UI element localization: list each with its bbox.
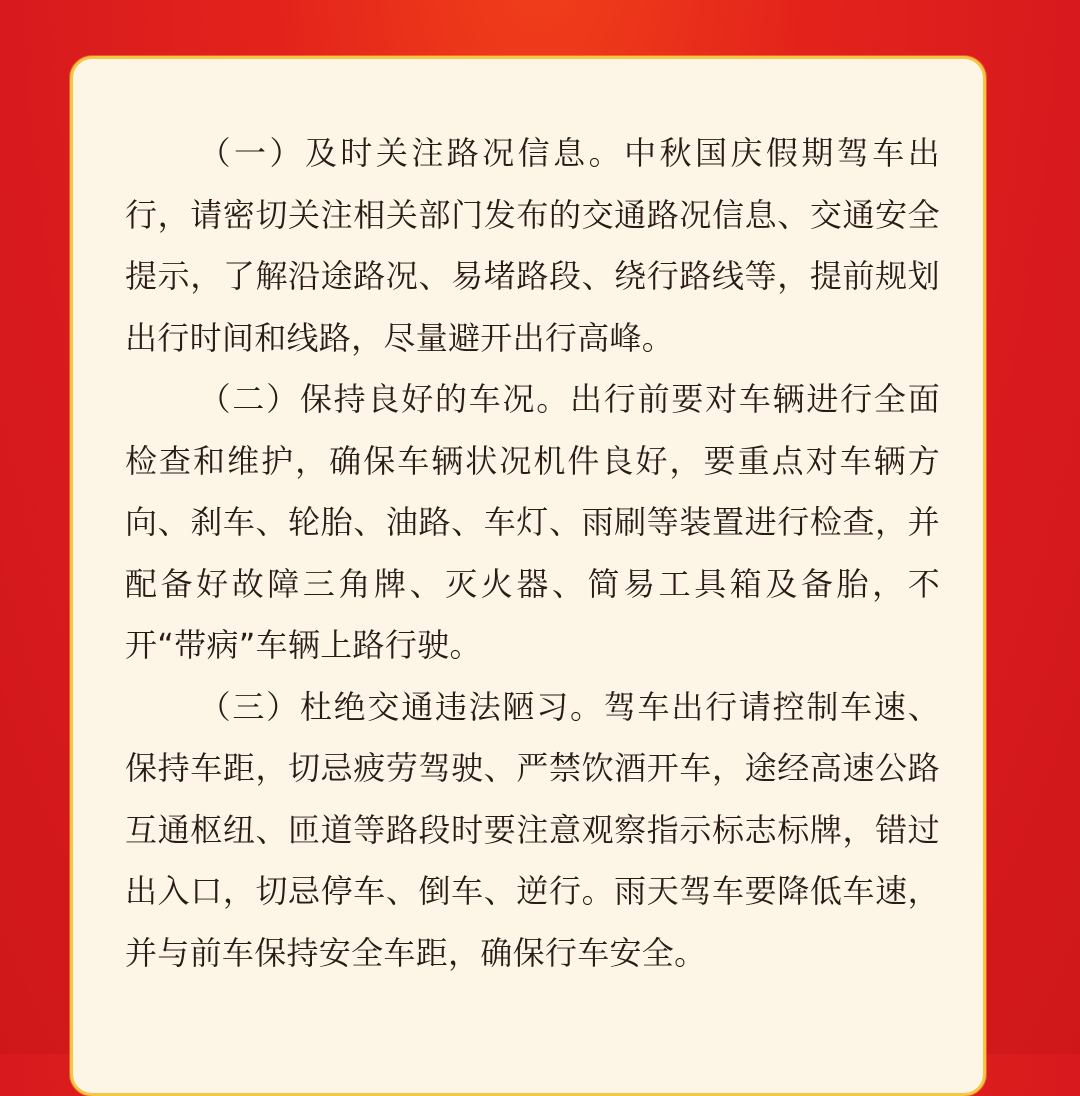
paragraph-1-text: 中秋国庆假期驾车出行，请密切关注相关部门发布的交通路况信息、交通安全提示，了解沿途路况、易堵路段、绕行路线等，提前规划出行时间和线路，尽量避开出行高峰。 — [125, 134, 941, 357]
content-card — [70, 56, 986, 1096]
paragraph-3-heading: （三）杜绝交通违法陋习。 — [198, 687, 604, 726]
document-body — [125, 123, 940, 984]
paragraph-2-text: 出行前要对车辆进行全面检查和维护，确保车辆状况机件良好，要重点对车辆方向、刹车、轮胎、油路、车灯、雨刷等装置进行检查，并配备好故障三角牌、灭火器、简易工具箱及备胎，不开“带病”车辆上路行驶。 — [125, 380, 940, 664]
paragraph-3 — [125, 677, 940, 985]
paragraph-1-heading: （一）及时关注路况信息。 — [198, 134, 625, 172]
paragraph-2-heading: （二）保持良好的车况。 — [198, 380, 571, 418]
paragraph-3-text: 驾车出行请控制车速、保持车距，切忌疲劳驾驶、严禁饮酒开车，途经高速公路互通枢纽、匝道等路段时要注意观察指示标志标牌，错过出入口，切忌停车、倒车、逆行。雨天驾车要降低车速，并与前车保持安全车距，确保行车安全。 — [125, 687, 940, 972]
paragraph-1 — [125, 123, 940, 369]
paragraph-2 — [125, 369, 940, 677]
